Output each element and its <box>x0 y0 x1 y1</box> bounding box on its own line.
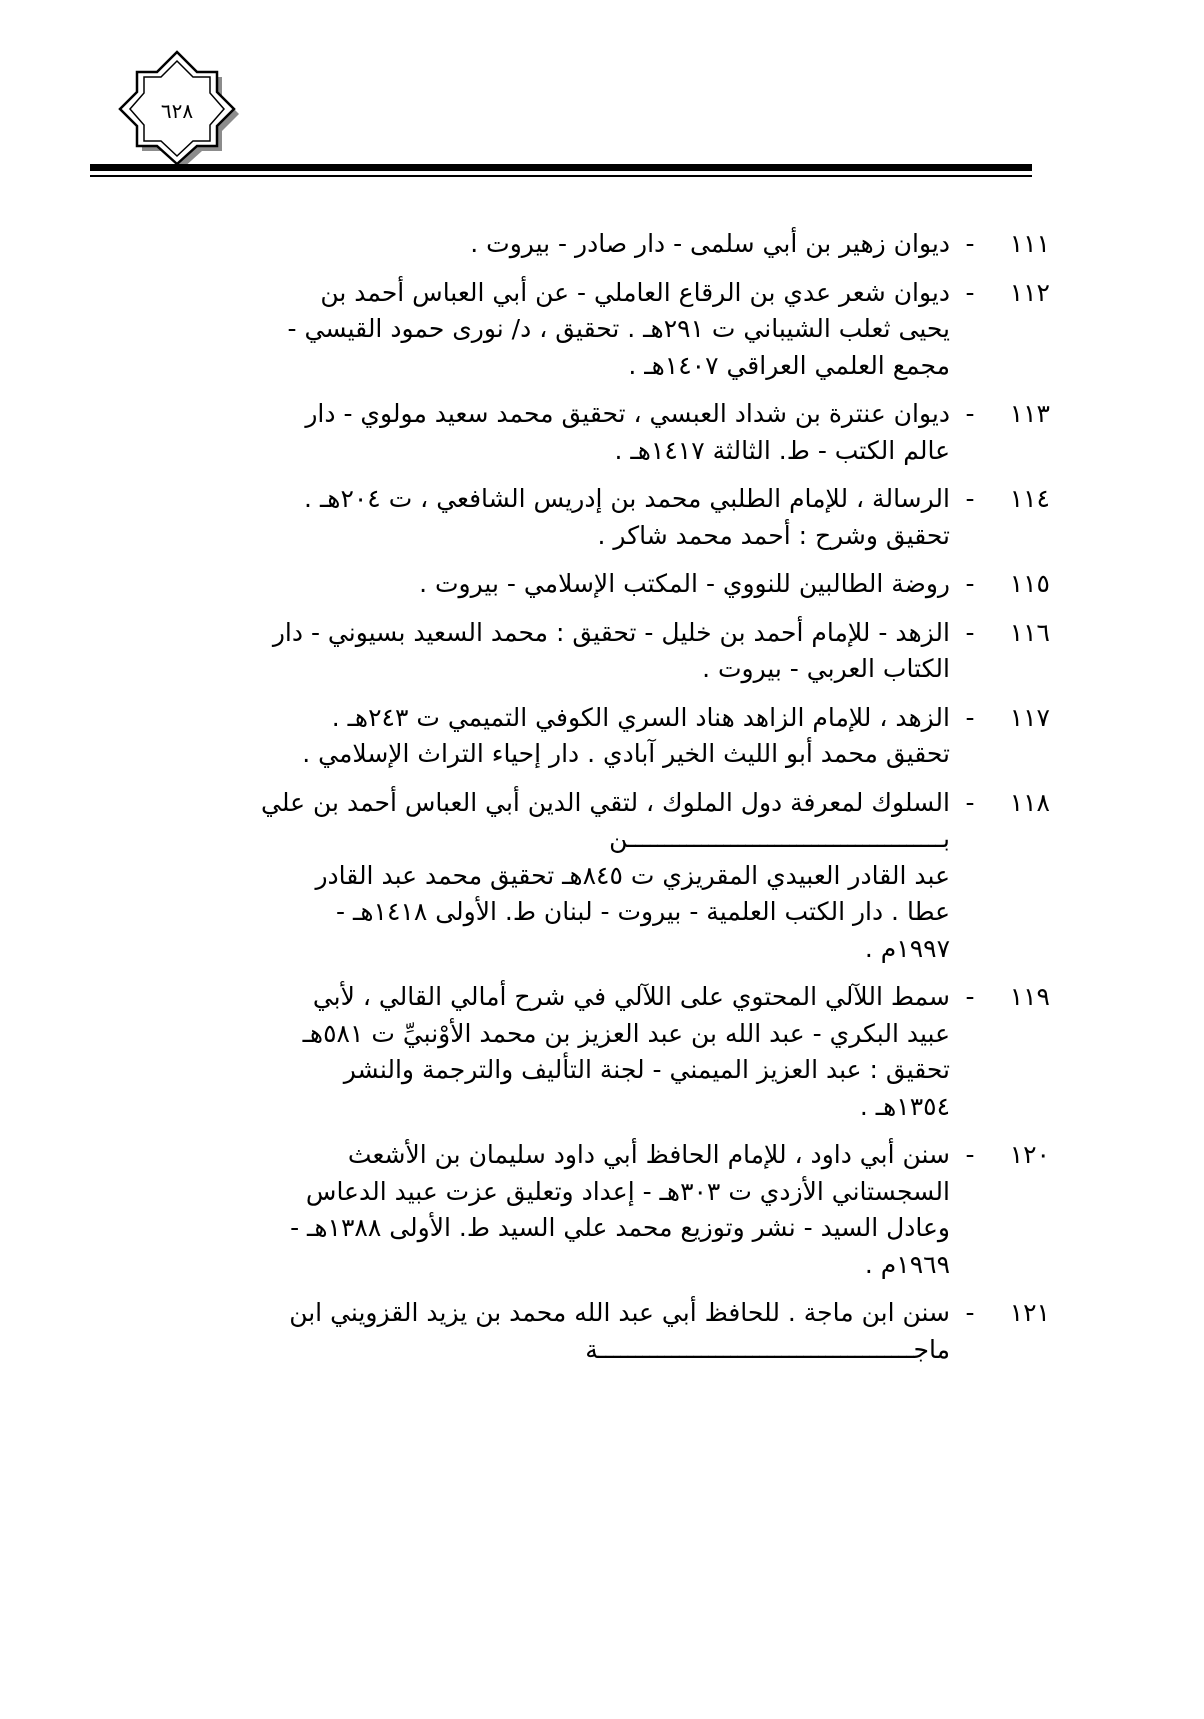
entry-text: روضة الطالبين للنووي - المكتب الإسلامي - بيروت . <box>419 569 950 598</box>
entry-number: ١١٨ <box>1009 787 1050 817</box>
entry-dash: - <box>965 399 975 428</box>
entry-text: ديوان شعر عدي بن الرقاع العاملي - عن أبي العباس أحمد بن يحيى ثعلب الشيباني ت ٢٩١هـ . تحقيق ، د/ نورى حمود القيسي - مجمع العلمي العراقي ١٤٠٧هـ . <box>287 277 950 380</box>
entry-text: الزهد ، للإمام الزاهد هناد السري الكوفي التميمي ت ٢٤٣هـ . تحقيق محمد أبو الليث الخير آبادي . دار إحياء التراث الإسلامي . <box>302 702 950 768</box>
entry-dash: - <box>965 982 975 1011</box>
entry-text: ديوان زهير بن أبي سلمى - دار صادر - بيروت . <box>470 229 950 258</box>
entry-dash: - <box>965 617 975 647</box>
entry-dash: - <box>965 484 975 513</box>
bibliography-entry-113 <box>150 396 1050 469</box>
page-number-badge <box>112 44 242 174</box>
entry-dash: - <box>965 787 975 817</box>
bibliography-entry-111 <box>150 226 1050 263</box>
entry-number: ١١٣ <box>1009 399 1050 428</box>
bibliography-entry-116 <box>150 615 1050 688</box>
entry-text: الرسالة ، للإمام الطلبي محمد بن إدريس الشافعي ، ت ٢٠٤هـ . تحقيق وشرح : أحمد محمد شاكر . <box>304 484 950 550</box>
entry-number: ١٢١ <box>1009 1298 1050 1327</box>
entry-number: ١١٥ <box>1009 569 1050 598</box>
entry-number: ١١٤ <box>1009 484 1050 513</box>
header-rule-thin <box>90 175 1032 177</box>
entry-text: سمط اللآلي المحتوي على اللآلي في شرح أمالي القالي ، لأبي عبيد البكري - عبد الله بن عبد العزيز بن محمد الأوْنبيِّ ت ٥٨١هـ تحقيق : عبد العزيز الميمني - لجنة التأليف والترجمة والنشر ١٣٥٤هـ . <box>302 982 950 1121</box>
entry-number: ١٢٠ <box>1009 1140 1050 1169</box>
entry-text: ديوان عنترة بن شداد العبسي ، تحقيق محمد سعيد مولوي - دار عالم الكتب - ط. الثالثة ١٤١٧هـ . <box>305 399 950 465</box>
bibliography-entry-115 <box>150 566 1050 603</box>
bibliography-entry-119 <box>150 979 1050 1125</box>
entry-dash: - <box>965 702 975 732</box>
entry-text: الزهد - للإمام أحمد بن خليل - تحقيق : محمد السعيد بسيوني - دار الكتاب العربي - بيروت . <box>272 617 950 683</box>
entry-number: ١١٧ <box>1009 702 1050 732</box>
entry-text: سنن ابن ماجة . للحافظ أبي عبد الله محمد بن يزيد القزويني ابن ماجـــــــــــــــــــــــــــــــــــــــــــة <box>289 1298 950 1364</box>
bibliography-entry-121 <box>150 1295 1050 1368</box>
entry-dash: - <box>965 1140 975 1169</box>
bibliography-entry-112 <box>150 275 1050 385</box>
entry-dash: - <box>965 277 975 307</box>
page-number: ٦٢٨ <box>160 99 194 123</box>
bibliography-entry-120 <box>150 1137 1050 1283</box>
entry-number: ١١٢ <box>1009 277 1050 307</box>
entry-dash: - <box>965 569 975 598</box>
entry-number: ١١١ <box>1009 229 1050 258</box>
bibliography-entry-114 <box>150 481 1050 554</box>
entry-text: السلوك لمعرفة دول الملوك ، لتقي الدين أبي العباس أحمد بن علي بـــــــــــــــــــــــــــــــــــــــــــن عبد القادر العبيدي المقريزي ت ٨٤٥هـ تحقيق محمد عبد القادر عطا . دار الكتب العلمية - بيروت - لبنان ط. الأولى ١٤١٨هـ - ١٩٩٧م . <box>261 787 950 963</box>
header-rule-thick <box>90 164 1032 171</box>
entry-number: ١١٦ <box>1009 617 1050 647</box>
entry-text: سنن أبي داود ، للإمام الحافظ أبي داود سليمان بن الأشعث السجستاني الأزدي ت ٣٠٣هـ - إعداد وتعليق عزت عبيد الدعاس وعادل السيد - نشر وتوزيع محمد علي السيد ط. الأولى ١٣٨٨هـ - ١٩٦٩م . <box>290 1140 950 1279</box>
bibliography-entry-118 <box>150 785 1050 968</box>
entry-dash: - <box>965 1298 975 1327</box>
bibliography-list <box>150 226 1050 1380</box>
bibliography-entry-117 <box>150 700 1050 773</box>
entry-number: ١١٩ <box>1009 982 1050 1011</box>
entry-dash: - <box>965 229 975 258</box>
